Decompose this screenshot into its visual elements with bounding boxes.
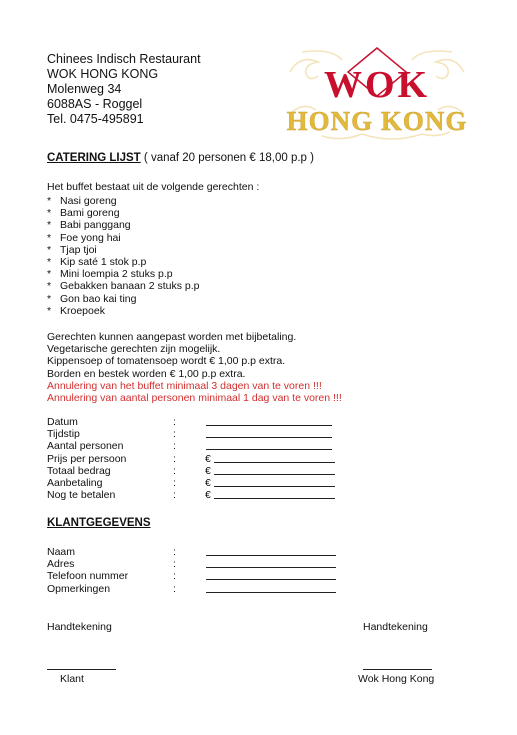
field-label: Aantal personen	[47, 440, 124, 453]
dish-item: * Mini loempia 2 stuks p.p	[47, 268, 173, 281]
field-colon: :	[173, 416, 176, 428]
euro-sign: €	[205, 476, 211, 489]
cancellation-warning: Annulering van aantal personen minimaal 1 dag van te voren !!!	[47, 392, 342, 405]
restaurant-address	[47, 52, 201, 127]
dish-name: Babi panggang	[60, 219, 131, 232]
opmerkingen-input-line[interactable]	[206, 592, 336, 593]
logo-wok-text: WOK	[323, 64, 431, 106]
note-line: Gerechten kunnen aangepast worden met bijbetaling.	[47, 331, 297, 343]
dish-item: * Foe yong hai	[47, 231, 121, 244]
aantal-personen-input-line[interactable]	[206, 449, 332, 450]
field-label: Adres	[47, 558, 75, 571]
buffet-intro: Het buffet bestaat uit de volgende gerechten :	[47, 181, 260, 193]
field-colon: :	[173, 428, 176, 441]
field-label: Datum	[47, 416, 78, 428]
address-line: 6088AS - Roggel	[47, 97, 143, 111]
customer-signature-line[interactable]	[47, 669, 116, 670]
naam-input-line[interactable]	[206, 555, 336, 556]
field-label: Tijdstip	[47, 428, 80, 441]
dish-name: Foe yong hai	[60, 231, 121, 244]
dish-name: Mini loempia 2 stuks p.p	[60, 268, 173, 281]
customer-signature-label: Handtekening	[47, 621, 112, 633]
dish-item: * Nasi goreng	[47, 195, 117, 207]
customer-section-title: KLANTGEGEVENS	[47, 517, 151, 529]
telefoon-input-line[interactable]	[206, 579, 336, 580]
note-line: Borden en bestek worden € 1,00 p.p extra.	[47, 367, 246, 380]
dish-item: * Tjap tjoi	[47, 243, 97, 256]
address-line: Molenweg 34	[47, 82, 122, 96]
catering-heading	[47, 152, 314, 164]
dish-list	[47, 195, 200, 317]
euro-sign: €	[205, 464, 211, 477]
restaurant-signature-label: Handtekening	[363, 621, 428, 633]
dish-item: * Kroepoek	[47, 304, 105, 317]
field-label: Naam	[47, 546, 76, 558]
wok-hong-kong-logo	[282, 44, 472, 144]
euro-sign: €	[205, 452, 211, 465]
dish-name: Bami goreng	[60, 207, 120, 220]
cancellation-warning: Annulering van het buffet minimaal 3 dagen van te voren !!!	[47, 379, 322, 392]
nog-te-betalen-input-line[interactable]	[214, 498, 335, 499]
dish-item: * Babi panggang	[47, 219, 131, 232]
note-line: Vegetarische gerechten zijn mogelijk.	[47, 343, 221, 356]
field-colon: :	[173, 570, 176, 583]
dish-item: * Gebakken banaan 2 stuks p.p	[47, 280, 200, 293]
dish-item: * Bami goreng	[47, 207, 120, 220]
address-line: WOK HONG KONG	[47, 67, 159, 81]
field-label: Telefoon nummer	[47, 570, 129, 583]
field-colon: :	[173, 452, 176, 465]
field-colon: :	[173, 546, 176, 558]
field-label: Aanbetaling	[47, 476, 103, 489]
catering-subtitle: ( vanaf 20 personen € 18,00 p.p )	[140, 152, 314, 164]
field-label: Prijs per persoon	[47, 452, 127, 465]
dish-name: Tjap tjoi	[60, 243, 97, 256]
field-label: Totaal bedrag	[47, 464, 111, 477]
dish-name: Gon bao kai ting	[60, 292, 137, 305]
field-colon: :	[173, 440, 176, 453]
datum-input-line[interactable]	[206, 425, 332, 426]
dish-name: Kip saté 1 stok p.p	[60, 256, 147, 269]
field-colon: :	[173, 464, 176, 477]
customer-signature-name: Klant	[60, 673, 84, 685]
field-colon: :	[173, 489, 176, 502]
restaurant-signature-name: Wok Hong Kong	[358, 673, 435, 685]
field-colon: :	[173, 582, 176, 595]
field-colon: :	[173, 558, 176, 571]
address-line: Chinees Indisch Restaurant	[47, 52, 201, 66]
address-line: Tel. 0475-495891	[47, 112, 144, 126]
field-label: Opmerkingen	[47, 582, 111, 595]
tijdstip-input-line[interactable]	[206, 437, 332, 438]
dish-item: * Gon bao kai ting	[47, 292, 137, 305]
logo-hongkong-text: HONG KONG	[286, 106, 468, 136]
totaal-bedrag-input-line[interactable]	[214, 474, 335, 475]
dish-item: * Kip saté 1 stok p.p	[47, 256, 147, 269]
note-line: Kippensoep of tomatensoep wordt € 1,00 p.p extra.	[47, 355, 286, 368]
field-label: Nog te betalen	[47, 489, 116, 502]
dish-name: Gebakken banaan 2 stuks p.p	[60, 280, 200, 293]
restaurant-signature-line[interactable]	[363, 669, 432, 670]
prijs-per-persoon-input-line[interactable]	[214, 462, 335, 463]
dish-name: Nasi goreng	[60, 195, 117, 207]
dish-name: Kroepoek	[60, 304, 105, 317]
aanbetaling-input-line[interactable]	[214, 486, 335, 487]
field-colon: :	[173, 476, 176, 489]
catering-notes	[47, 331, 342, 404]
adres-input-line[interactable]	[206, 567, 336, 568]
euro-sign: €	[205, 489, 211, 502]
catering-title: CATERING LIJST	[47, 152, 141, 164]
